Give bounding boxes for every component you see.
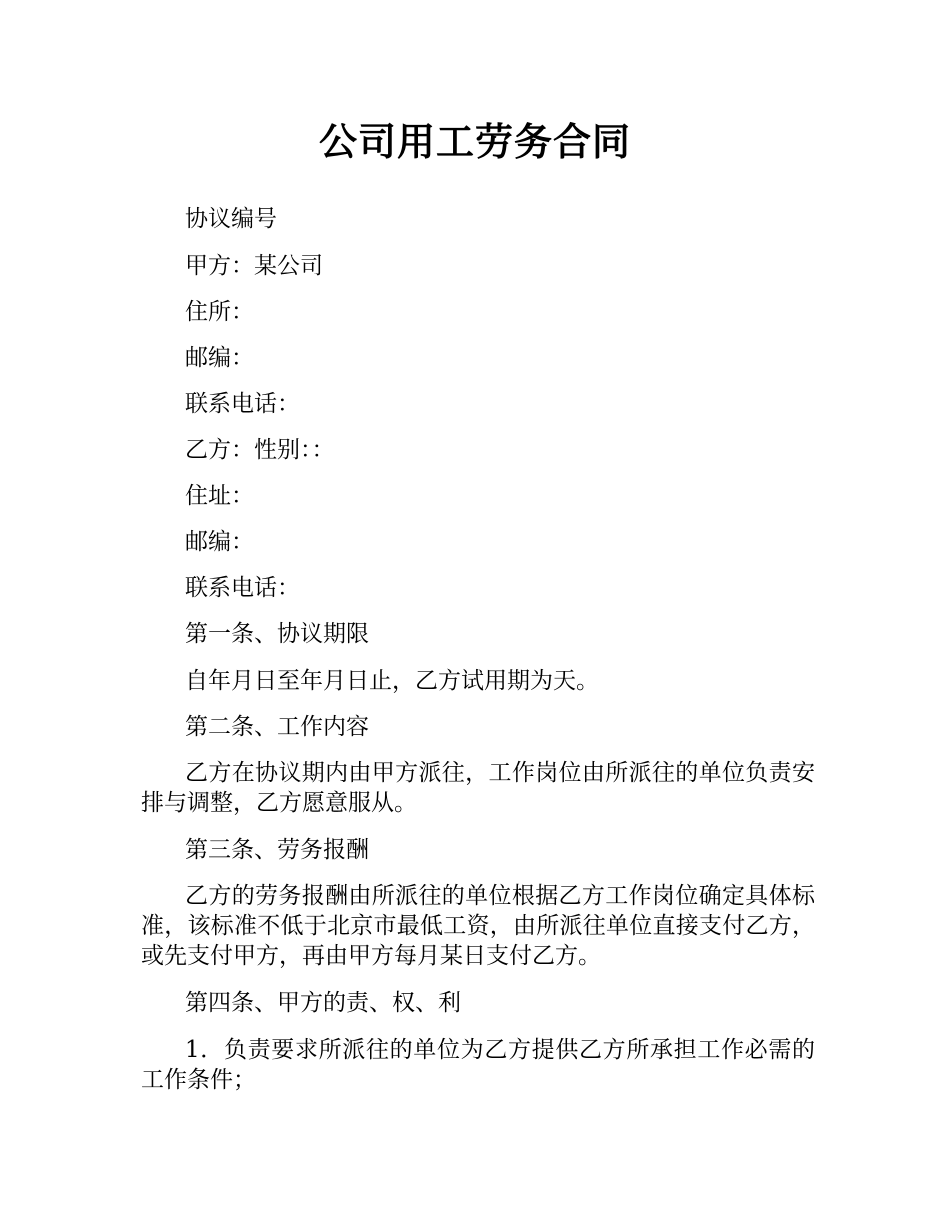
article-1-text: 自年月日至年月日止，乙方试用期为天。 — [185, 668, 599, 694]
article-1-heading: 第一条、协议期限 — [185, 621, 369, 647]
article-3-heading: 第三条、劳务报酬 — [185, 837, 369, 863]
article-4-item-1: 1．负责要求所派往的单位为乙方提供乙方所承担工作必需的工作条件； — [141, 1037, 815, 1093]
document-title: 公司用工劳务合同 — [318, 120, 631, 164]
agreement-number-label: 协议编号 — [185, 206, 277, 232]
article-3-text: 乙方的劳务报酬由所派往的单位根据乙方工作岗位确定具体标准，该标准不低于北京市最低工资，由所派往单位直接支付乙方，或先支付甲方，再由甲方每月某日支付乙方。 — [141, 883, 815, 969]
party-a-line: 甲方：某公司 — [185, 253, 323, 279]
party-a-phone-line: 联系电话： — [185, 391, 300, 417]
party-a-address-line: 住所： — [185, 299, 254, 325]
party-a-postcode-line: 邮编： — [185, 345, 254, 371]
party-b-line: 乙方：性别：： — [185, 437, 335, 463]
article-4-heading: 第四条、甲方的责、权、利 — [185, 990, 461, 1016]
party-b-phone-line: 联系电话： — [185, 575, 300, 601]
party-b-address-line: 住址： — [185, 483, 254, 509]
article-2-heading: 第二条、工作内容 — [185, 714, 369, 740]
article-2-text: 乙方在协议期内由甲方派往，工作岗位由所派往的单位负责安排与调整，乙方愿意服从。 — [141, 760, 815, 816]
party-b-postcode-line: 邮编： — [185, 529, 254, 555]
